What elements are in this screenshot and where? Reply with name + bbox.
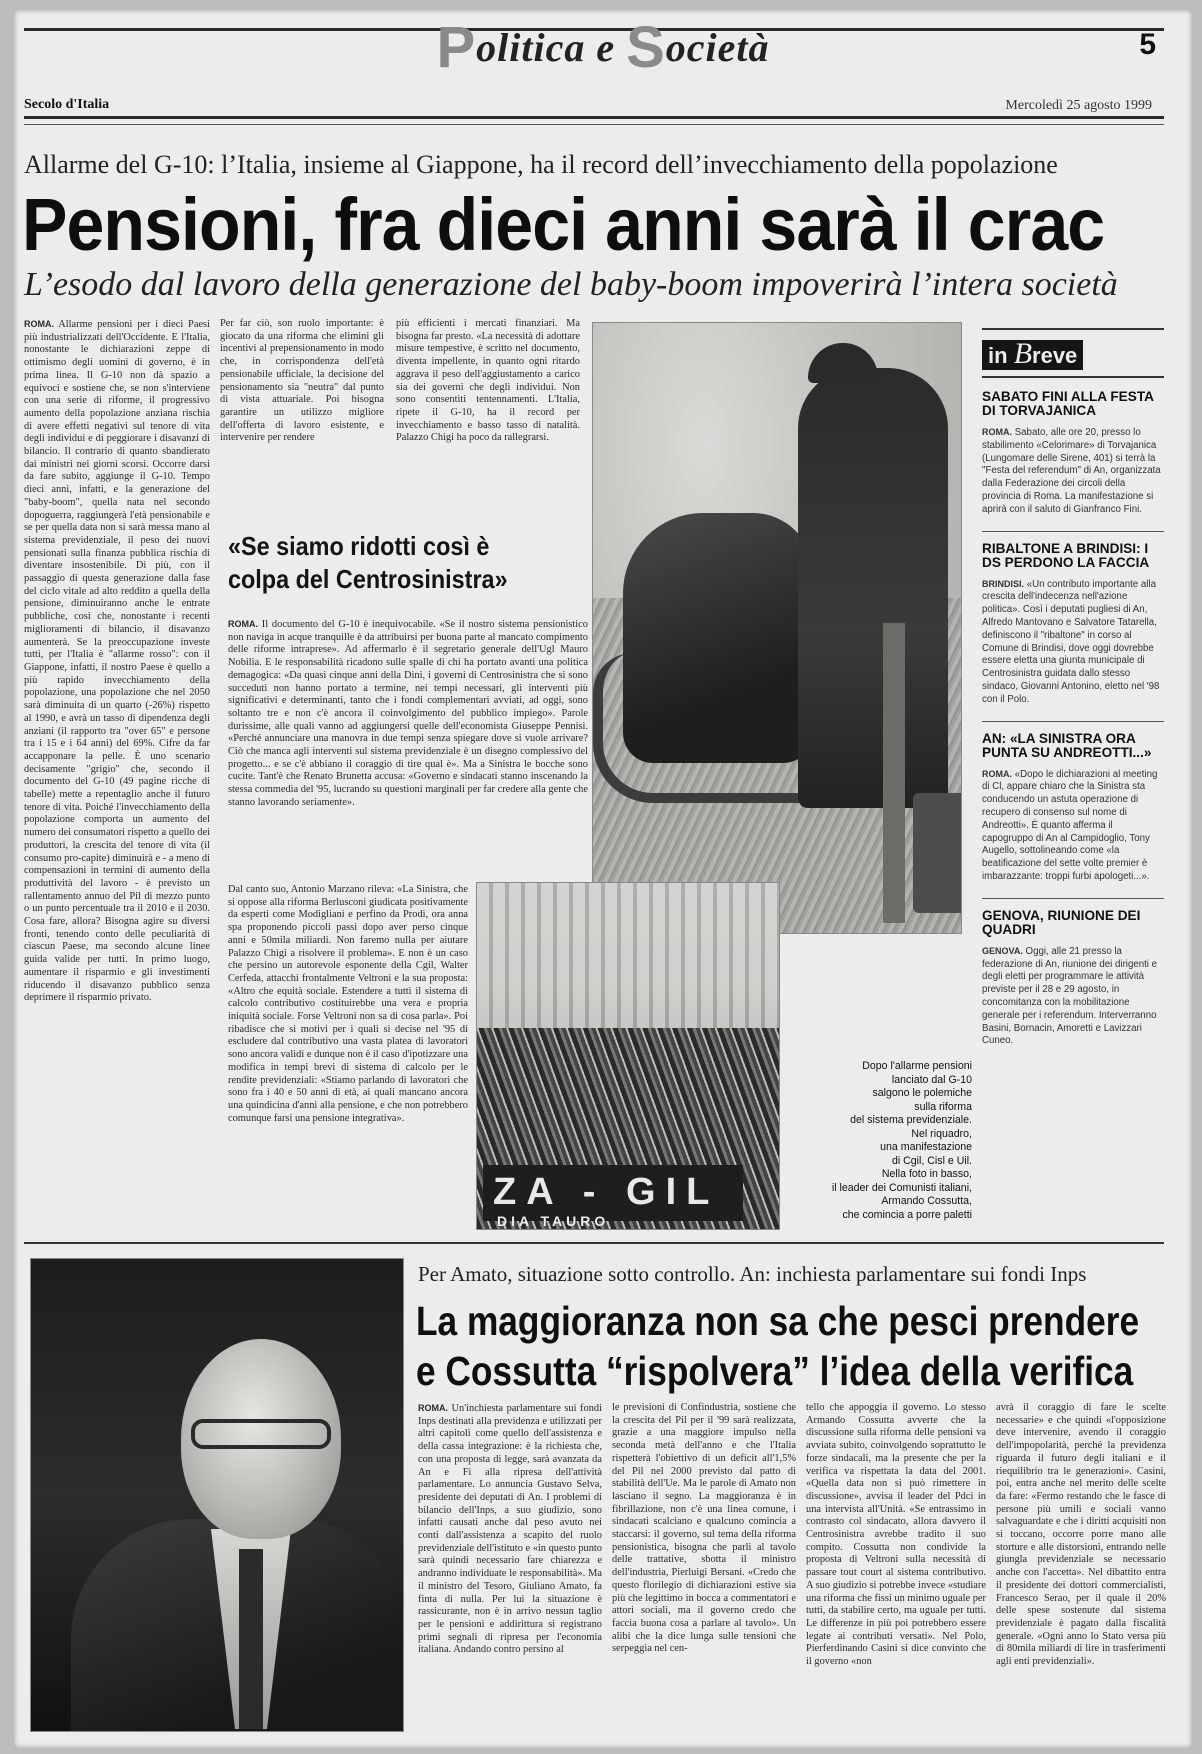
banner-subtext: DIA TAURO <box>497 1213 610 1229</box>
bottom-column-2-text: le previsioni di Confindustria, sostiene che la crescita del Pil per il '99 sarà realizzata, grazie a una maggiore impulso nella seconda metà dell'anno e che l'Italia rispetterà l'obiettivo di un deficit all'1,5% del Pil nel 2000 previsto dal patto di stabilità dell'Ue. Ma le parole di Amato non lasciano il segno. La maggioranza è in fibrillazione, non c'è una linea comune, i sindacati scalciano e qualcuno comincia a staccarsi: il governo, sul tema della riforma pensionistica, bisogna che parli al tavolo delle trattative, sbotta il ministro dell'industria, Pierluigi Bersani. «Credo che questo florilegio di dichiarazioni estive sia più che legittimo in bocca a commentatori e attori sociali, ma il governo credo che faccia buona cosa a parlare al tavolo». Un alibi che la dice lunga sulle tensioni che serpeggia nel cen- <box>612 1402 796 1655</box>
banner-text: ZA - GIL <box>493 1171 720 1213</box>
brief-title: SABATO FINI ALLA FESTA DI TORVAJANICA <box>982 389 1154 418</box>
brief-text: Oggi, alle 21 presso la federazione di An, riunione dei dirigenti e degli eletti per programmare le attività previste per il 28 e 29 agosto, in concomitanza con la mobilitazione generale per i referendum. Interverranno Basini, Bornacin, Amoretti e Lavizzari Cuneo. <box>982 945 1158 1047</box>
main-headline: Pensioni, fra dieci anni sarà il crac <box>22 183 1105 266</box>
caption-line: una manifestazione <box>880 1141 972 1153</box>
in-breve-logo-rest: reve <box>1032 343 1078 368</box>
main-article-column-2 <box>220 318 384 508</box>
newspaper-page <box>14 10 1192 1748</box>
brief-separator <box>982 721 1164 722</box>
in-breve-logo-in: in <box>988 343 1008 368</box>
bottom-column-4-text: avrà il coraggio di fare le scelte necessarie» e che quindi «l'opposizione deve intervenire, avendo il coraggio dell'impopolarità, perché la previdenza riguarda il futuro degli italiani e il riequilibrio tra le generazioni». Casini, poi, entra anche nel merito delle scelte da fare: «Fermo restando che le fasce di persone più umili e sociali vanno salvaguardate e che i diritti acquisiti non si toccano, occorre porre mano alle storture e alle distorsioni, entrando nelle giungla previdenziale se necessario anche con l'accetta». Nel dibattito entra il presidente dei dottori commercialisti, Francesco Serao, per il quale il 20% delle spese sostenute dal sistema previdenziale è pagato dalla fiscalità generale. «Ogni anno lo Stato versa più di 80mila miliardi di lire in trasferimenti agli enti previdenziali». <box>996 1402 1166 1668</box>
brief-text: «Dopo le dichiarazioni al meeting di Cl, appare chiaro che la Sinistra sta conducendo un astuta operazione di recupero di consenso sul nome di Andreotti». È quanto afferma il capogruppo di An al Campidoglio, Tony Augello, sottolineando come «la beatificazione del sette volte premier è imbarazzante: troppi furbi apologeti...». <box>982 768 1158 882</box>
quote-box-headline: «Se siamo ridotti così è colpa del Centrosinistra» <box>228 531 508 594</box>
brief-dateline: BRINDISI. <box>982 578 1025 589</box>
brief-title: AN: «LA SINISTRA ORA PUNTA SU ANDREOTTI...» <box>982 730 1152 760</box>
brief-separator <box>982 898 1164 899</box>
section-title-cap-p: P <box>436 15 477 80</box>
caption-line: Dopo l'allarme pensioni <box>862 1060 972 1072</box>
masthead-thin-rule <box>24 124 1164 125</box>
bottom-column-3-text: tello che appoggia il governo. Lo stesso Armando Cossutta avverte che la discussione sulla riforma delle pensioni va avviata subito, coinvolgendo soprattutto le forze sindacali, ma la presente che per la verifica va rispettata la data del 2001. «Quella data non si può rimettere in discussione», avvisa il leader del Pdci in una intervista all'Unità. «Se entrassimo in contrasto col sindacato, allora davvero il Centrosinistra avrebbe tradito il suo compito. Cossutta non condivide la proposta di Veltroni sulla necessità di passare tout court al sistema contributivo. A suo giudizio si potrebbe invece «studiare una riforma che fissi un minimo uguale per tutti, da stabilire certo, ma uguale per tutti. Le differenze in più poi potrebbero essere legate ai contributi versati». Nel Polo, Pierferdinando Casini si dice convinto che il governo «non <box>806 1402 986 1668</box>
main-kicker: Allarme del G-10: l’Italia, insieme al Giappone, ha il record dell’invecchiamento della popolazione <box>24 150 1058 179</box>
photo-glasses <box>191 1419 331 1449</box>
brief-item <box>982 390 1164 517</box>
brief-separator <box>982 531 1164 532</box>
photo-tie <box>239 1549 263 1729</box>
brief-body <box>982 578 1164 707</box>
in-breve-rule <box>982 376 1164 378</box>
photo-pole <box>883 623 905 923</box>
caption-line: Nella foto in basso, <box>881 1168 972 1180</box>
quote-box-text-continued <box>228 884 468 1236</box>
main-column-1-text: Allarme pensioni per i dieci Paesi più industrializzati dell'Occidente. E l'Italia, nonostante le dichiarazioni zeppe di ottimismo degli uomini di governo, è in prima linea. Il G-10 non dà spazio a equivoci e sostiene che, se non s'interviene con una serie di riforme, il progressivo aumento della popolazione anziana rischia di avere effetti negativi sul tenore di vita degli individui e di peggiorare i disavanzi di bilancio. Il contrario di quanto sbandierato dai ministri nei giorni scorsi. Occorre darsi da fare subito, aggiunge il G-10. Tempo dieci anni, infatti, e la generazione del "baby-boom", quella nata nel secondo dopoguerra, raggiungerà l'età pensionabile e se per quella data non si sarà messa mano al sistema previdenziale, il peso dei nuovi pensionati sulla finanza pubblica rischia di diventare insostenibile. Di più, con il passaggio di questa generazione dalla fase del ciclo vitale ad alto reddito a quella della pensione, diminuiranno anche le entrate pubbliche, così che, nonostante i recenti miglioramenti di bilancio, il disavanzo aumenterà. Se la preoccupazione investe tutti, per l'Italia è "allarme rosso": con il Giappone, infatti, il nostro Paese è quello a più rapido invecchiamento della popolazione, una popolazione che nel 2050 sarà diminuita di un quarto (-26%) rispetto al 1990, e avrà un tasso di dipendenza degli anziani (il rapporto tra "over 65" e persone tra i 15 e i 64 anni) del 69%. Cifre da far accapponare la pelle. È uno scenario decisamente "grigio" che, secondo il documento del G-10 (49 pagine ricche di tabelle) mette a repentaglio anche il futuro tenore di vita. Poiché l'invecchiamento della popolazione comporta un aumento del numero dei consumatori rispetto a quello dei produttori, la crescita del tenore di vita (il consumo pro-capite) diminuirà e - a meno di compensazioni in termini di aumento della produttività del lavoro - è previsto un rallentamento annuo del Pil di mezzo punto o un punto percentuale tra il 2010 e il 2030. Cosa fare, allora? Bisogna agire su diversi fronti, tenendo conto delle peculiarità di ciascun Paese, ma secondo alcune linee guida valide per tutti. In primo luogo, aumentare il risparmio e gli investimenti riducendo il disavanzo pubblico senza deprimere il risparmio privato. <box>24 319 210 1004</box>
caption-line: sulla riforma <box>914 1100 972 1113</box>
brief-dateline: GENOVA. <box>982 945 1023 956</box>
quote-text-1: Il documento del G-10 è inequivocabile. «Se il nostro sistema pensionistico non naviga in acque tranquille è da attribuirsi per buona parte al mancato compimento delle riforme intraprese». Ad affermarlo è il segretario generale dell'Ugl Mauro Nobilia. E le responsabilità ricadono sulle spalle di chi ha portato avanti una politica demagogica: «Da quasi cinque anni della Dini, i governi di Centrosinistra che si sono succeduti non hanno portato a termine, nei tempi necessari, gli interventi più significativi e determinanti, tanto che i fondi complementari avviati, ad oggi, sono soltanto tre e non c'è ancora il coinvolgimento del pubblico impiego». Parole durissime, alle quali vanno ad aggiungersi quelle dell'economista Giuseppe Pennisi. «Perché annunciare una manovra in due tempi senza spiegare dove si vuole arrivare? Ciò che manca agli interventi sul sistema previdenziale è un disegno complessivo del progetto... e se c'è abbiano il coraggio di tire qual è». Ma a Sinistra le bocche sono cucite. Tant'è che Renato Brunetta accusa: «Governo e sindacati stanno inscenando la stessa commedia del '95, lucrando su questioni marginali per far credere alla gente che stanno lavorando seriamente». <box>228 619 588 808</box>
caption-line: di Cgil, Cisl e Uil. <box>891 1154 972 1167</box>
bottom-article-column-2 <box>612 1402 796 1738</box>
main-column-3-text: più efficienti i mercati finanziari. Ma bisogna far presto. «La necessità di adottare misure tempestive, è scritto nel documento, diventa impellente, in quanto ogni ritardo aggrava il peso dell'aggiustamento a carico sia dei governi che degli individui. Non sono consentiti tentennamenti. L'Italia, ripete il G-10, ha il record per invecchiamento e basso tasso di natalità. Palazzo Chigi ha poco da rallegrarsi. <box>396 318 580 444</box>
bottom-column-1-text: Un'inchiesta parlamentare sui fondi Inps destinati alla previdenza e utilizzati per altri capitoli come quello dell'assistenza e della cassa integrazione: è la richiesta che, con una proposta di legge, sarà avanzata da An e Fi alla ripresa dell'attività parlamentare. Lo annuncia Gustavo Selva, presidente dei deputati di An. I problemi di bilancio dell'Inps, a suo giudizio, sono infatti causati anche dal peso avuto nei conti dall'assistenza a scapito del ruolo previdenziale dell'istituto e «in questo punto sarà quindi necessario fare chiarezza e andranno individuate le responsabilità». Ma il ministro del Tesoro, Giuliano Amato, fa finta di nulla. Per lui la situazione è rassicurante, non è in arrivo nessun taglio per le pensioni e addirittura si registrano primi segnali di ripresa per l'economia italiana. Andando contro persino al <box>418 1403 602 1656</box>
bottom-article-column-1 <box>418 1402 602 1738</box>
in-breve-logo <box>982 337 1083 370</box>
bottom-dateline: ROMA. <box>418 1403 448 1413</box>
photo-caption <box>784 1060 972 1222</box>
masthead-bottom-rule <box>24 116 1164 119</box>
caption-line: che comincia a porre paletti <box>842 1208 972 1221</box>
main-article-column-1 <box>24 318 210 1236</box>
photo-cossutta-portrait <box>30 1258 404 1732</box>
main-column-2-text: Per far ciò, son ruolo importante: è giocato da una riforma che elimini gli incentivi al prepensionamento in modo che, in corrispondenza dell'età pensionabile ufficiale, la decisione del pensionamento sia "neutra" dal punto di vista attuariale. Poi bisogna garantire un utilizzo migliore dell'offerta di lavoro esistente, e intervenire per rendere <box>220 318 384 444</box>
photo-buildings <box>477 883 779 1039</box>
bottom-article-column-3 <box>806 1402 986 1738</box>
brief-body <box>982 768 1164 884</box>
brief-title: RIBALTONE A BRINDISI: I DS PERDONO LA FACCIA <box>982 540 1150 570</box>
quote-box-text <box>228 618 588 876</box>
brief-item <box>982 542 1164 707</box>
section-title <box>14 15 1192 80</box>
brief-text: «Un contributo importante alla crescita dell'indecenza nell'azione politica». Così i deputati pugliesi di An, Alfredo Mantovano e Salvatore Tatarella, definiscono il "ribaltone" in corso al Comune di Brindisi, dove oggi dovrebbe essere eletta una giunta municipale di Centrosinistra guidata dallo stesso sindaco, Giovanni Antonino, eletto nel '98 con il Polo. <box>982 578 1160 705</box>
section-title-cap-s: S <box>626 15 666 80</box>
bottom-kicker: Per Amato, situazione sotto controllo. An: inchiesta parlamentare sui fondi Inps <box>418 1262 1087 1286</box>
photo-trash-bin <box>913 793 962 913</box>
caption-line: Nel riquadro, <box>911 1127 972 1140</box>
brief-dateline: ROMA. <box>982 768 1012 779</box>
main-subhead: L’esodo dal lavoro della generazione del baby-boom impoverirà l’intera società <box>24 266 1118 303</box>
in-breve-logo-b: B <box>1013 337 1033 370</box>
caption-line: Armando Cossutta, <box>881 1195 972 1207</box>
brief-body <box>982 426 1164 517</box>
caption-line: lanciato dal G-10 <box>891 1073 972 1086</box>
brief-text: Sabato, alle ore 20, presso lo stabilimento «Celorimare» di Torvajanica (Lungomare delle Sirene, 401) si terrà la "Festa del referendum" di An, organizzata dalla Federazione dei circoli della provincia di Roma. La manifestazione si aprirà con il saluto di Gianfranco Fini. <box>982 427 1161 515</box>
brief-item <box>982 909 1164 1048</box>
bottom-headline-line-2: e Cossutta “rispolvera” l’idea della verifica <box>416 1348 1134 1394</box>
caption-line: del sistema previdenziale. <box>850 1114 972 1126</box>
section-divider <box>24 1242 1164 1244</box>
main-article-column-3 <box>396 318 580 508</box>
brief-title: GENOVA, RIUNIONE DEI QUADRI <box>982 907 1141 937</box>
photo-union-rally <box>476 882 780 1230</box>
paper-name: Secolo d'Italia <box>24 97 110 112</box>
in-breve-sidebar <box>982 328 1164 1238</box>
bottom-headline-line-1: La maggioranza non sa che pesci prendere <box>416 1298 1140 1344</box>
photo-seated-woman <box>623 513 813 763</box>
page-number: 5 <box>1139 28 1156 61</box>
photo-elderly-couple <box>592 322 962 934</box>
brief-dateline: ROMA. <box>982 427 1012 437</box>
quote-text-2: Dal canto suo, Antonio Marzano rileva: «La Sinistra, che si oppose alla riforma Berlusconi giudicata positivamente da esperti come Modigliani e perfino da Prodi, ora anna spa proponendo piccoli passi dopo aver perso cinque anni e 50mila miliardi. Non faremo nulla per aiutare Palazzo Chigi a risolvere il problema». E non è un caso che persino un autorevole esponente della Cgil, Walter Cerfeda, attacchi frontalmente Veltroni e la sua proposta: «Altro che equità sociale. Estendere a tutti il sistema di calcolo contributivo costituirebbe una vera e propria iniquità sociale. Forse Veltroni non sa di cosa parla». Poi ribadisce che si motivi per i quali si decise nel '95 di escludere dal contributivo una vasta platea di lavoratori sono ancora validi e dunque non è il caso d'ipotizzare una modifica in tempi brevi di sistema di calcolo per le rendite previdenziali: «Stiamo parlando di lavoratori che sono fra i 40 e 50 anni di età, ai quali mancano ancora una quindicina d'anni alla pensione, e che non potrebbero comunque farsi una pensione integrativa». <box>228 884 468 1124</box>
photo-hat <box>808 343 878 383</box>
issue-date: Mercoledì 25 agosto 1999 <box>1005 98 1152 113</box>
bottom-headline <box>416 1296 1140 1396</box>
section-title-part-2: ocietà <box>665 25 770 70</box>
section-title-part-1: olitica e <box>476 25 627 70</box>
brief-item <box>982 732 1164 884</box>
brief-body <box>982 945 1164 1048</box>
caption-line: salgono le polemiche <box>872 1087 972 1099</box>
main-dateline: ROMA. <box>24 319 54 329</box>
quote-dateline: ROMA. <box>228 619 258 629</box>
photo-standing-man <box>798 368 948 808</box>
caption-line: il leader dei Comunisti italiani, <box>831 1181 972 1194</box>
bottom-article-column-4 <box>996 1402 1166 1738</box>
